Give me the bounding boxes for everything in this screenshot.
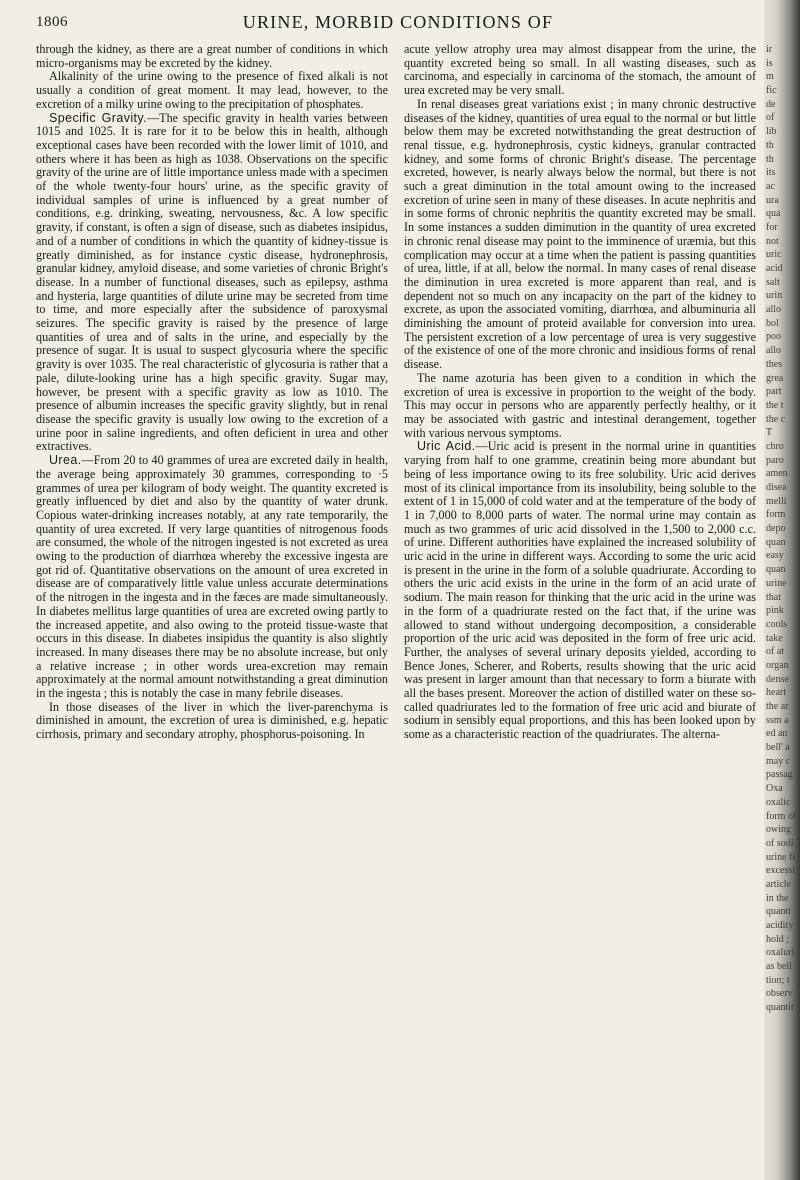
next-page-fragments bbox=[766, 43, 797, 1015]
spine-fragment: ura bbox=[766, 194, 779, 206]
spine-fragment: of bbox=[766, 112, 775, 124]
spine-fragment: poo bbox=[766, 331, 781, 343]
spine-fragment: chro bbox=[766, 440, 784, 452]
spine-fragment: in the bbox=[766, 892, 789, 904]
spine-fragment: quan bbox=[766, 536, 786, 548]
spine-fragment: fic bbox=[766, 85, 777, 97]
page-header bbox=[36, 12, 760, 38]
next-page-edge bbox=[764, 0, 800, 1180]
spine-fragment: allo bbox=[766, 304, 781, 316]
spine-fragment: excessi bbox=[766, 865, 795, 877]
paragraph: In renal diseases great variations exist ; in many chronic destructive diseases of the kidney, quantities of urea equal to the normal or but little below them may be excreted notwithstanding the great destruction of renal tissue, e.g. hydronephrosis, cystic kidneys, granular contracted kidney, and some forms of chronic Bright's disease. The percentage excreted, however, is nearly always below the normal, but there is not such a great diminution in the total amount owing to the increased excretion of urine seen in many of these diseases. In acute nephritis and in some forms of chronic nephritis the quantity excreted may be small. In some instances a sudden diminution in the quantity of urea excreted in chronic renal disease may point to the imminence of uræmia, but this complication may occur at a time when the patient is passing quantities of urea, little, if at all, below the normal. In many cases of renal disease the diminution in urea excreted is more apparent than real, and is dependent not so much on any incapacity on the part of the kidney to excrete, as upon the associated vomiting, diarrhœa, and albuminuria all diminishing the amount of proteid available for conversion into urea. The persistent excretion of a low percentage of urea is very suggestive of the existence of one of the more chronic and insidious forms of renal disease. bbox=[404, 96, 756, 372]
spine-fragment: lib bbox=[766, 126, 777, 138]
spine-fragment: part bbox=[766, 386, 782, 398]
spine-fragment: m bbox=[766, 71, 774, 83]
spine-fragment: T bbox=[766, 427, 773, 439]
spine-fragment: of sodi bbox=[766, 837, 794, 849]
left-column bbox=[36, 43, 388, 742]
spine-fragment: that bbox=[766, 591, 781, 603]
spine-fragment: urine fi bbox=[766, 851, 796, 863]
spine-fragment: for bbox=[766, 221, 778, 233]
paragraph-azoturia: The name azoturia has been given to a condition in which the excretion of urea is excessive in proportion to the weight of the body. This may occur in persons who are apparently perfectly healthy, or it may be associated with gastric and intestinal derangement, together with various nervous symptoms. bbox=[404, 370, 756, 440]
paragraph-urea: Urea.—From 20 to 40 grammes of urea are excreted daily in health, the average being approximately 30 grammes, corresponding to ·5 grammes of urea per kilogram of body weight. The quantity excreted is greatly influenced by diet and also by the quantity of water drunk. Copious water-drinking increases notably, at any rate temporarily, the quantity of urea excreted. If very large quantities of nitrogenous foods are consumed, the whole of the nitrogen ingested is not excreted as urea owing to the production of diarrhœa whereby the excessive ingesta are got rid of. Quantitative observations on the amount of urea excreted in disease are of comparatively little value unless accurate determinations of the nitrogen in the ingesta and in the fæces are made simultaneously. In diabetes mellitus large quantities of urea are excreted owing partly to the increased appetite, and also owing to the proteid tissue-waste that occurs in this disease. In diabetes insipidus the quantity is also slightly increased. In many diseases there may be no absolute increase, but only a relative increase ; in other words urea-excretion may remain approximately at the normal amount notwithstanding a great diminution in the ingesta ; this is notably the case in many febrile diseases. bbox=[36, 453, 388, 701]
spine-fragment: hold ; bbox=[766, 933, 790, 945]
spine-fragment: disea bbox=[766, 482, 787, 493]
spine-fragment: salt bbox=[766, 276, 780, 288]
paragraph: acute yellow atrophy urea may almost disappear from the urine, the quantity excreted being so small. In all wasting diseases, such as carcinoma, and especially in carcinoma of the stomach, the amount of urea excreted may be very small. bbox=[404, 42, 756, 98]
spine-fragment: th bbox=[766, 139, 774, 151]
spine-fragment: urin bbox=[766, 290, 783, 302]
spine-fragment: ssm a bbox=[766, 714, 789, 726]
spine-fragment: ir bbox=[766, 44, 773, 55]
spine-fragment: dense bbox=[766, 673, 789, 685]
spine-fragment: its bbox=[766, 167, 776, 179]
spine-fragment: quantit bbox=[766, 1002, 794, 1014]
spine-fragment: owing bbox=[766, 824, 791, 836]
spine-fragment: quanti bbox=[766, 906, 791, 918]
spine-fragment: pink bbox=[766, 605, 784, 617]
spine-fragment: ed an bbox=[766, 728, 788, 740]
spine-fragment: urine bbox=[766, 577, 787, 589]
paragraph-uric-acid: Uric Acid.—Uric acid is present in the normal urine in quantities varying from half to one gramme, creatinin being more abundant but being of less importance owing to its free solubility. Uric acid derives most of its clinical importance from its insolubility, being soluble to the extent of 1 in 15,000 of cold water and at the temperature of the body of 1 in 7,000 to 8,000 parts of water. The normal urine may contain as much as two grammes of uric acid dissolved in the 1,500 to 2,000 c.c. of urine. Different authorities have explained the increased solubility of uric acid in the urine in different ways. According to some the uric acid is present in the urine in the form of a soluble quadriurate. According to others the uric acid exists in the urine in the form of an acid urate of sodium. The main reason for thinking that the uric acid in the urine was in the form of a quadriurate rested on the fact that, if the urine was allowed to stand without undergoing decomposition, a considerable proportion of the uric acid was deposited in the form of free uric acid. Further, the analyses of several urinary deposits yielded, according to Bence Jones, Scherer, and Roberts, results showing that the uric acid was present in larger amount than that necessary to form a biurate with all the bases present. Moreover the action of distilled water on these so-called quadriurates led to the formation of free uric acid and biurate of sodium in sensibly equal proportions, and this has been looked upon by some as a characteristic reaction of the quadriurates. The alterna- bbox=[404, 439, 756, 742]
spine-fragment: take bbox=[766, 632, 783, 644]
spine-fragment: th bbox=[766, 153, 774, 165]
running-head: URINE, MORBID CONDITIONS OF bbox=[242, 12, 554, 32]
spine-fragment: allo bbox=[766, 345, 781, 357]
spine-fragment: acid bbox=[766, 263, 783, 274]
spine-fragment: of at bbox=[766, 646, 785, 658]
section-heading: Specific Gravity. bbox=[49, 110, 148, 125]
spine-fragment: the c bbox=[766, 413, 786, 425]
spine-fragment: heart bbox=[766, 687, 786, 699]
paragraph: through the kidney, as there are a great number of conditions in which micro-organisms may be excreted by the kidney. bbox=[36, 42, 388, 70]
spine-fragment: form of bbox=[766, 810, 797, 822]
spine-fragment: amen bbox=[766, 468, 788, 480]
spine-fragment: article bbox=[766, 878, 791, 890]
spine-fragment: tion; t bbox=[766, 974, 790, 986]
spine-fragment: organ bbox=[766, 659, 789, 671]
spine-fragment: the ar bbox=[766, 701, 789, 712]
spine-fragment: oxalic bbox=[766, 796, 791, 808]
spine-fragment: Oxa bbox=[766, 783, 783, 795]
spine-fragment: form bbox=[766, 509, 786, 521]
spine-fragment: bell' a bbox=[766, 742, 790, 754]
spine-fragment: may c bbox=[766, 755, 791, 767]
spine-fragment: depo bbox=[766, 523, 786, 535]
spine-fragment: paro bbox=[766, 454, 784, 466]
spine-fragment: passag bbox=[766, 769, 793, 781]
spine-fragment: cools bbox=[766, 618, 788, 630]
section-heading: Uric Acid. bbox=[417, 439, 476, 454]
spine-fragment: oxaluri bbox=[766, 947, 795, 959]
spine-fragment: qua bbox=[766, 208, 781, 220]
spine-fragment: not bbox=[766, 235, 779, 247]
paragraph: Alkalinity of the urine owing to the presence of fixed alkali is not usually a condition of great moment. It may lead, however, to the excretion of a milky urine owing to the precipitation of phosphates. bbox=[36, 69, 388, 111]
spine-fragment: acidity bbox=[766, 920, 794, 931]
right-column bbox=[404, 43, 756, 742]
spine-fragment: uric bbox=[766, 249, 782, 261]
spine-fragment: bol bbox=[766, 317, 779, 329]
spine-fragment: is bbox=[766, 57, 773, 69]
page-number: 1806 bbox=[36, 14, 68, 30]
paragraph-specific-gravity: Specific Gravity.—The specific gravity in health varies between 1015 and 1025. It is rare for it to be below this in health, although exceptional cases have been recorded with the lower limit of 1010, and others where it has been as high as 1038. Observations on the specific gravity of the urine are of little importance unless made with a specimen of the whole twenty-four hours' urine, as the specific gravity of individual samples of urine is influenced by a great number of conditions, e.g. drinking, sweating, nervousness, &c. A low specific gravity, if constant, is often a sign of disease, such as diabetes insipidus, and of a number of conditions in which the quantity of kidney-tissue is greatly diminished, as for instance cystic disease, hydronephrosis, granular kidney, amyloid disease, and some varieties of chronic Bright's disease. In a number of functional diseases, such as epilepsy, asthma and hysteria, large quantities of dilute urine may be secreted from time to time, and more especially after the subsidence of paroxysmal seizures. The specific gravity is raised by the presence of large quantities of urea and of salts in the urine, and especially by the presence of sugar. It is usual to suspect glycosuria where the specific gravity is over 1035. The real characteristic of glycosuria is rather that a pale, dilute-looking urine has a high specific gravity. Sugar may, however, be present with a specific gravity as low as 1010. The presence of albumin increases the specific gravity slightly, but in renal disease the specific gravity is usually low owing to the excretion of a urine poor in saline ingredients, and often deficient in urea and other extractives. bbox=[36, 110, 388, 454]
spine-fragment: thes bbox=[766, 358, 783, 370]
spine-fragment: quan bbox=[766, 564, 786, 576]
spine-fragment: observ bbox=[766, 988, 793, 1000]
spine-fragment: grea bbox=[766, 372, 784, 384]
spine-fragment: the t bbox=[766, 399, 784, 411]
spine-fragment: melli bbox=[766, 495, 787, 507]
spine-fragment: easy bbox=[766, 550, 784, 562]
spine-fragment: de bbox=[766, 98, 776, 110]
section-heading: Urea. bbox=[49, 453, 82, 468]
paragraph: In those diseases of the liver in which the liver-parenchyma is diminished in amount, the excretion of urea is diminished, e.g. hepatic cirrhosis, primary and secondary atrophy, phosphorus-poisoning. In bbox=[36, 699, 388, 742]
spine-fragment: as bell bbox=[766, 961, 792, 973]
spine-fragment: ac bbox=[766, 180, 775, 192]
